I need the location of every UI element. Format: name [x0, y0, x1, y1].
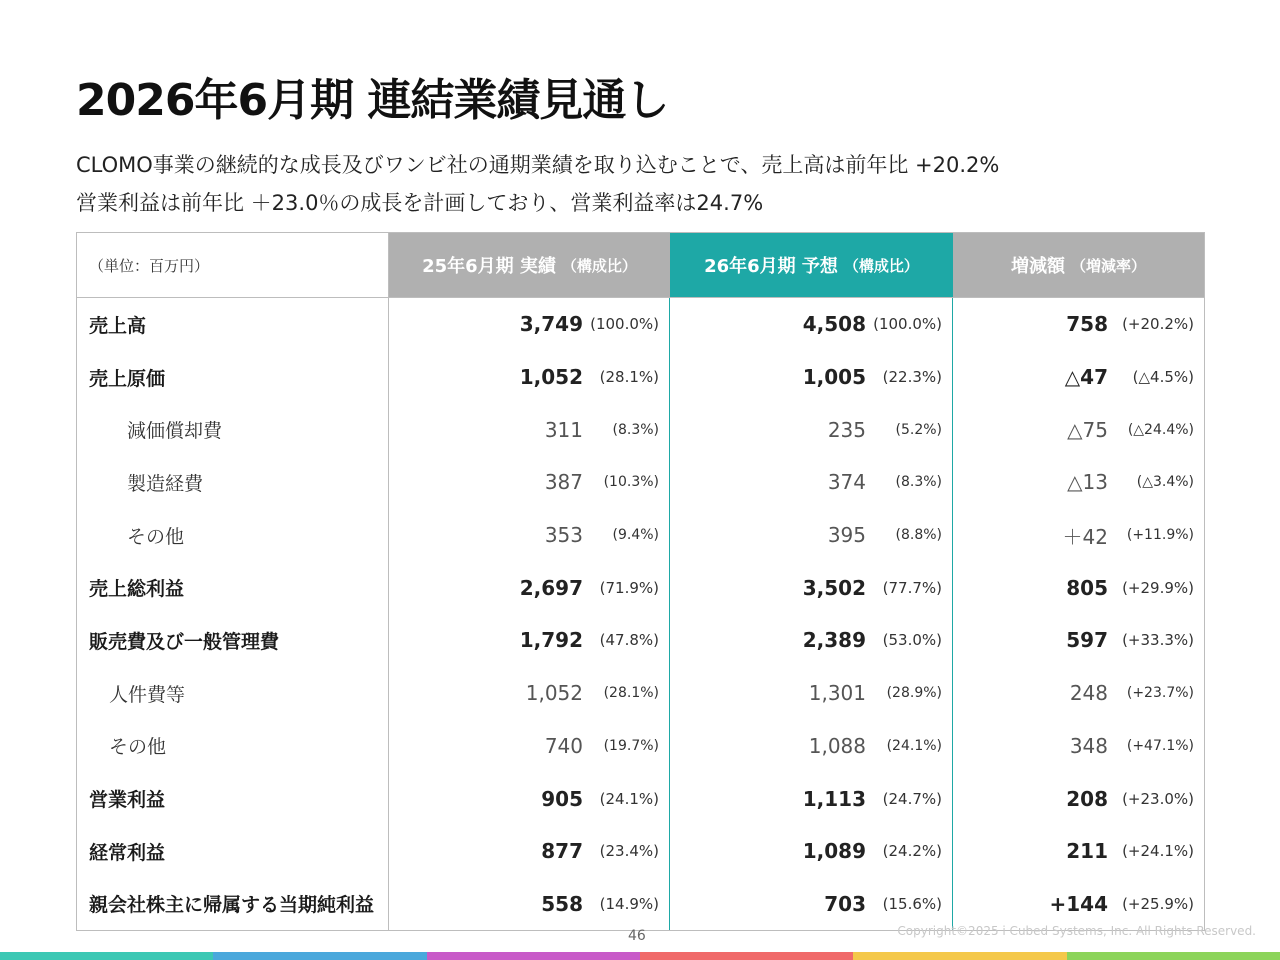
fy25-ratio: (71.9%) — [599, 578, 659, 597]
table-row — [77, 298, 1204, 351]
table-row — [77, 456, 1204, 509]
fy25-cell — [389, 351, 670, 404]
change-cell — [953, 351, 1204, 404]
subtitle-line-2: 営業利益は前年比 ＋23.0％の成長を計画しており、営業利益率は24.7% — [76, 191, 764, 215]
fy25-cell — [389, 667, 670, 720]
table-row — [77, 351, 1204, 404]
row-label: 販売費及び一般管理費 — [77, 614, 389, 667]
fy25-cell — [389, 878, 670, 931]
fy26-cell — [670, 614, 953, 667]
fy25-value: 905 — [541, 786, 583, 811]
fy25-ratio: (24.1%) — [599, 789, 659, 808]
change-rate: (+33.3%) — [1122, 631, 1194, 650]
fy26-cell — [670, 456, 953, 509]
header-change-main: 増減額 — [1010, 256, 1065, 277]
row-label: 売上原価 — [77, 351, 389, 404]
change-rate: (△4.5%) — [1132, 368, 1194, 387]
fy25-cell — [389, 403, 670, 456]
change-value: +144 — [1049, 891, 1108, 916]
row-label: その他 — [77, 509, 389, 562]
fy26-value: 235 — [827, 417, 866, 442]
fy26-value: 1,005 — [802, 365, 866, 390]
fy25-value: 2,697 — [519, 575, 583, 600]
fy25-value: 1,052 — [525, 681, 583, 706]
change-value: 348 — [1069, 733, 1108, 758]
fy25-cell — [389, 298, 670, 351]
row-label: 製造経費 — [77, 456, 389, 509]
table-row — [77, 878, 1204, 931]
fy26-ratio: (8.8%) — [895, 527, 942, 544]
header-fy26-main: 26年6月期 予想 — [704, 256, 838, 277]
fy25-ratio: (14.9%) — [599, 894, 659, 913]
fy26-value: 4,508 — [802, 312, 866, 337]
page-number: 46 — [628, 928, 646, 944]
fy25-value: 1,052 — [519, 365, 583, 390]
table-row — [77, 509, 1204, 562]
change-value: 597 — [1066, 628, 1108, 653]
fy26-cell — [670, 772, 953, 825]
color-bar-segment — [213, 952, 426, 960]
change-cell — [953, 772, 1204, 825]
change-value: 211 — [1066, 839, 1108, 864]
copyright: Copyright©2025 i Cubed Systems, Inc. All Rights Reserved. — [897, 924, 1256, 938]
fy26-ratio: (5.2%) — [895, 421, 942, 438]
fy26-cell — [670, 825, 953, 878]
fy25-value: 353 — [544, 523, 583, 548]
fy26-ratio: (53.0%) — [882, 631, 942, 650]
change-value: △75 — [1067, 417, 1108, 442]
fy26-ratio: (77.7%) — [882, 578, 942, 597]
fy26-value: 374 — [827, 470, 866, 495]
change-cell — [953, 878, 1204, 931]
fy25-cell — [389, 825, 670, 878]
header-fy25-main: 25年6月期 実績 — [422, 256, 556, 277]
change-cell — [953, 509, 1204, 562]
table-row — [77, 825, 1204, 878]
table-row — [77, 614, 1204, 667]
header-change — [953, 233, 1204, 297]
color-bar-segment — [640, 952, 853, 960]
row-label: 減価償却費 — [77, 403, 389, 456]
change-rate: (+29.9%) — [1122, 578, 1194, 597]
fy26-cell — [670, 561, 953, 614]
change-value: ＋42 — [1062, 524, 1108, 549]
fy25-cell — [389, 561, 670, 614]
table-row — [77, 561, 1204, 614]
fy26-cell — [670, 403, 953, 456]
fy25-ratio: (19.7%) — [603, 737, 659, 754]
fy25-value: 877 — [541, 839, 583, 864]
change-rate: (+11.9%) — [1126, 527, 1194, 544]
change-cell — [953, 456, 1204, 509]
fy25-ratio: (28.1%) — [603, 685, 659, 702]
fy25-cell — [389, 772, 670, 825]
header-fy25-actual — [389, 233, 670, 297]
fy25-cell — [389, 509, 670, 562]
fy26-value: 1,089 — [802, 839, 866, 864]
fy25-cell — [389, 614, 670, 667]
header-fy26-forecast — [670, 233, 953, 297]
row-label: 営業利益 — [77, 772, 389, 825]
row-label: 人件費等 — [77, 667, 389, 720]
fy25-value: 558 — [541, 891, 583, 916]
fy26-cell — [670, 667, 953, 720]
change-rate: (+23.7%) — [1126, 685, 1194, 702]
fy26-cell — [670, 298, 953, 351]
change-value: 208 — [1066, 786, 1108, 811]
fy25-cell — [389, 720, 670, 773]
fy26-cell — [670, 509, 953, 562]
change-value: 758 — [1066, 312, 1108, 337]
row-label: 親会社株主に帰属する当期純利益 — [77, 878, 389, 931]
fy25-value: 1,792 — [519, 628, 583, 653]
fy25-ratio: (100.0%) — [590, 315, 659, 334]
change-rate: (+20.2%) — [1122, 315, 1194, 334]
fy25-value: 311 — [544, 417, 583, 442]
fy25-ratio: (9.4%) — [612, 527, 659, 544]
table-row — [77, 667, 1204, 720]
change-rate: (+23.0%) — [1122, 789, 1194, 808]
forecast-table — [76, 232, 1205, 931]
fy25-ratio: (10.3%) — [603, 474, 659, 491]
fy25-value: 387 — [544, 470, 583, 495]
color-bar — [0, 952, 1280, 960]
row-label: 経常利益 — [77, 825, 389, 878]
change-cell — [953, 720, 1204, 773]
header-fy25-sub: （構成比） — [561, 256, 637, 275]
fy26-ratio: (24.2%) — [882, 842, 942, 861]
fy25-ratio: (23.4%) — [599, 842, 659, 861]
fy25-ratio: (8.3%) — [612, 421, 659, 438]
subtitle-line-1: CLOMO事業の継続的な成長及びワンビ社の通期業績を取り込むことで、売上高は前年比 +20.2% — [76, 153, 1000, 177]
fy26-value: 395 — [827, 523, 866, 548]
fy26-value: 1,088 — [808, 733, 866, 758]
color-bar-segment — [427, 952, 640, 960]
color-bar-segment — [1067, 952, 1280, 960]
change-rate: (+47.1%) — [1126, 737, 1194, 754]
change-cell — [953, 825, 1204, 878]
change-value: 805 — [1066, 575, 1108, 600]
header-change-sub: （増減率） — [1070, 256, 1146, 275]
change-cell — [953, 561, 1204, 614]
change-value: △47 — [1064, 365, 1108, 390]
fy26-cell — [670, 878, 953, 931]
table-header — [77, 233, 1204, 298]
fy26-value: 2,389 — [802, 628, 866, 653]
fy26-value: 3,502 — [802, 575, 866, 600]
change-value: 248 — [1069, 681, 1108, 706]
fy25-ratio: (28.1%) — [599, 368, 659, 387]
change-cell — [953, 614, 1204, 667]
color-bar-segment — [853, 952, 1066, 960]
fy26-ratio: (100.0%) — [873, 315, 942, 334]
change-cell — [953, 298, 1204, 351]
table-row — [77, 772, 1204, 825]
fy26-ratio: (28.9%) — [886, 685, 942, 702]
fy26-ratio: (24.7%) — [882, 789, 942, 808]
fy26-ratio: (24.1%) — [886, 737, 942, 754]
change-rate: (△24.4%) — [1127, 421, 1194, 438]
fy25-cell — [389, 456, 670, 509]
fy25-value: 740 — [544, 733, 583, 758]
fy25-ratio: (47.8%) — [599, 631, 659, 650]
table-row — [77, 403, 1204, 456]
change-rate: (+24.1%) — [1122, 842, 1194, 861]
row-label: 売上総利益 — [77, 561, 389, 614]
fy25-value: 3,749 — [519, 312, 583, 337]
unit-label: （単位：百万円） — [77, 233, 389, 297]
table-row — [77, 720, 1204, 773]
row-label: その他 — [77, 720, 389, 773]
fy26-ratio: (22.3%) — [882, 368, 942, 387]
fy26-value: 703 — [824, 891, 866, 916]
subtitle — [76, 146, 999, 222]
color-bar-segment — [0, 952, 213, 960]
fy26-ratio: (8.3%) — [895, 474, 942, 491]
change-rate: (△3.4%) — [1136, 474, 1194, 491]
fy26-value: 1,113 — [802, 786, 866, 811]
change-rate: (+25.9%) — [1122, 894, 1194, 913]
fy26-value: 1,301 — [808, 681, 866, 706]
header-fy26-sub: （構成比） — [843, 256, 919, 275]
page-title: 2026年6月期 連結業績見通し — [76, 75, 669, 126]
fy26-cell — [670, 720, 953, 773]
change-cell — [953, 403, 1204, 456]
row-label: 売上高 — [77, 298, 389, 351]
change-value: △13 — [1067, 470, 1108, 495]
change-cell — [953, 667, 1204, 720]
fy26-cell — [670, 351, 953, 404]
fy26-ratio: (15.6%) — [882, 894, 942, 913]
